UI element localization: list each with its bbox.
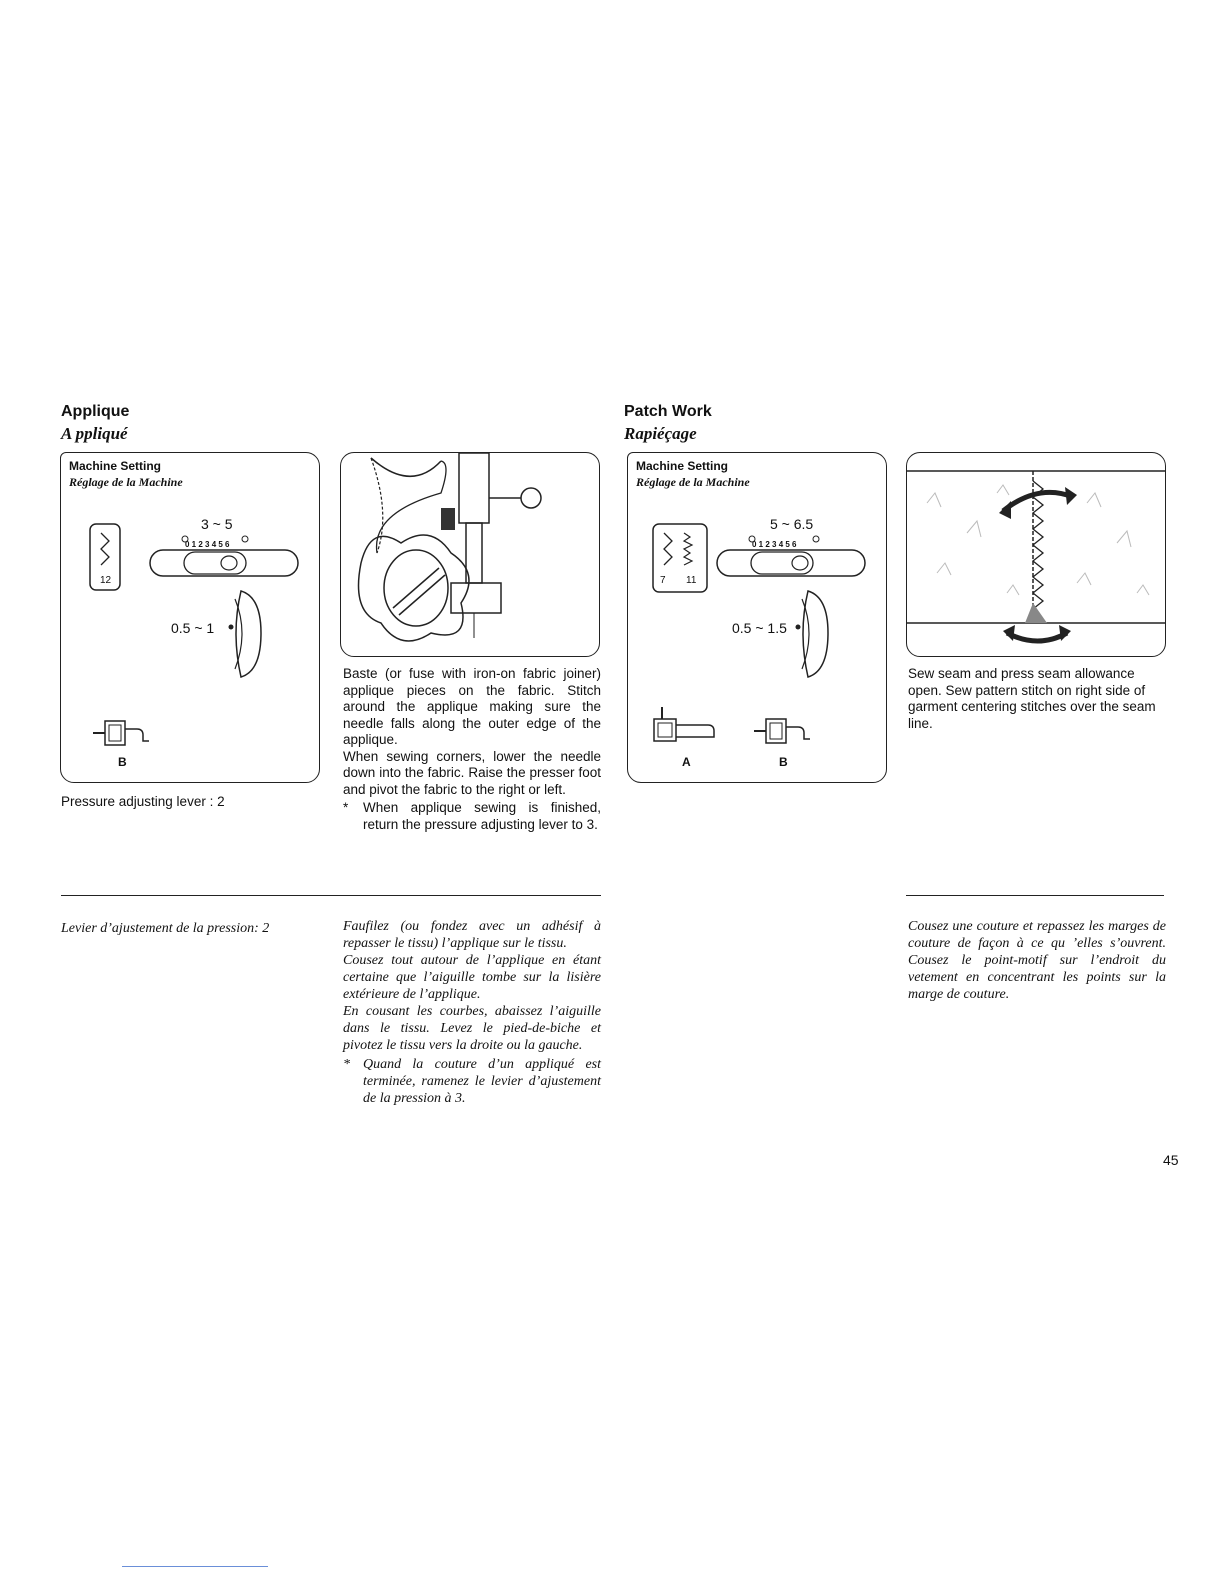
seam-stitch-illustration — [907, 453, 1165, 656]
patchwork-instructions-fr: Cousez une couture et repassez les marges de couture de façon à ce qu ’elles s’ouvrent. Cousez le point-motif sur l’endroit du vetement en concentrant les points sur la marge de couture. — [908, 919, 1166, 1002]
stitch-length-dial — [794, 583, 834, 683]
instruction-paragraph-fr: En cousant les courbes, abaissez l’aiguille dans le tissu. Levez le pied-de-biche et pivotez le tissu vers la droite ou la gauche. — [343, 1004, 601, 1053]
instruction-paragraph-fr: Cousez tout autour de l’applique en étant certaine que l’aiguille tombe sur la lisière extérieure de l’applique. — [343, 953, 601, 1002]
length-range: 0.5 ~ 1.5 — [732, 620, 787, 636]
instruction-paragraph: Baste (or fuse with iron-on fabric joiner) applique pieces on the fabric. Stitch around the applique making sure the needle falls along the outer edge of the applique. — [343, 666, 601, 747]
instruction-paragraph-fr: Faufilez (ou fondez avec un adhésif à repasser le tissu) l’applique sur le tissu. — [343, 919, 601, 951]
machine-setting-title-fr: Réglage de la Machine — [69, 475, 183, 489]
instruction-paragraph: When sewing corners, lower the needle down into the fabric. Raise the presser foot and pivot the fabric to the right or left. — [343, 748, 601, 797]
pressure-lever-note: Pressure adjusting lever : 2 — [61, 794, 225, 809]
presser-foot-b-icon — [752, 717, 812, 751]
patchwork-title: Patch Work — [624, 403, 712, 420]
machine-setting-title: Machine Setting — [636, 459, 729, 473]
machine-setting-title: Machine Setting — [69, 459, 162, 473]
pattern-number: 12 — [100, 575, 112, 586]
note-asterisk: * — [343, 800, 349, 815]
width-dial-scale: 0 1 2 3 4 5 6 — [752, 540, 797, 549]
divider-rule — [61, 895, 601, 896]
presser-foot-a-icon — [652, 705, 716, 745]
stitch-length-dial — [227, 583, 267, 683]
applique-sewing-illustration — [341, 453, 599, 656]
patchwork-instructions-en: Sew seam and press seam allowance open. Sew pattern stitch on right side of garment centering stitches over the seam line. — [908, 666, 1156, 731]
stitch-width-dial — [716, 549, 866, 585]
applique-machine-setting-panel — [60, 452, 320, 783]
pattern-number: 7 — [660, 575, 666, 586]
presser-foot-b-icon — [91, 719, 151, 753]
applique-instructions-en — [343, 666, 601, 833]
length-range: 0.5 ~ 1 — [171, 620, 215, 636]
applique-title: Applique — [61, 403, 130, 420]
applique-title-fr: A ppliqué — [61, 424, 128, 443]
patchwork-title-fr: Rapiéçage — [624, 424, 697, 443]
presser-foot-label: B — [118, 755, 127, 769]
applique-illustration-panel — [340, 452, 600, 657]
width-range: 5 ~ 6.5 — [770, 516, 814, 532]
pressure-lever-note-fr: Levier d’ajustement de la pression: 2 — [61, 921, 270, 936]
patchwork-machine-setting-panel — [627, 452, 887, 783]
footer-link-underline — [122, 1566, 268, 1567]
width-range: 3 ~ 5 — [201, 516, 233, 532]
machine-setting-title-fr: Réglage de la Machine — [636, 475, 750, 489]
applique-note-fr: Quand la couture d’un appliqué est terminée, ramenez le levier d’ajustement de la pression à 3. — [363, 1057, 601, 1106]
presser-foot-label: A — [682, 755, 691, 769]
applique-note-en: When applique sewing is finished, return the pressure adjusting lever to 3. — [363, 800, 601, 832]
note-asterisk: * — [343, 1057, 350, 1072]
applique-instructions-fr — [343, 918, 601, 1107]
stitch-width-dial — [149, 549, 299, 585]
width-dial-scale: 0 1 2 3 4 5 6 — [185, 540, 230, 549]
patchwork-illustration-panel — [906, 452, 1166, 657]
page-number: 45 — [1163, 1152, 1179, 1168]
divider-rule — [906, 895, 1164, 896]
presser-foot-label: B — [779, 755, 788, 769]
pattern-number: 11 — [686, 575, 697, 586]
